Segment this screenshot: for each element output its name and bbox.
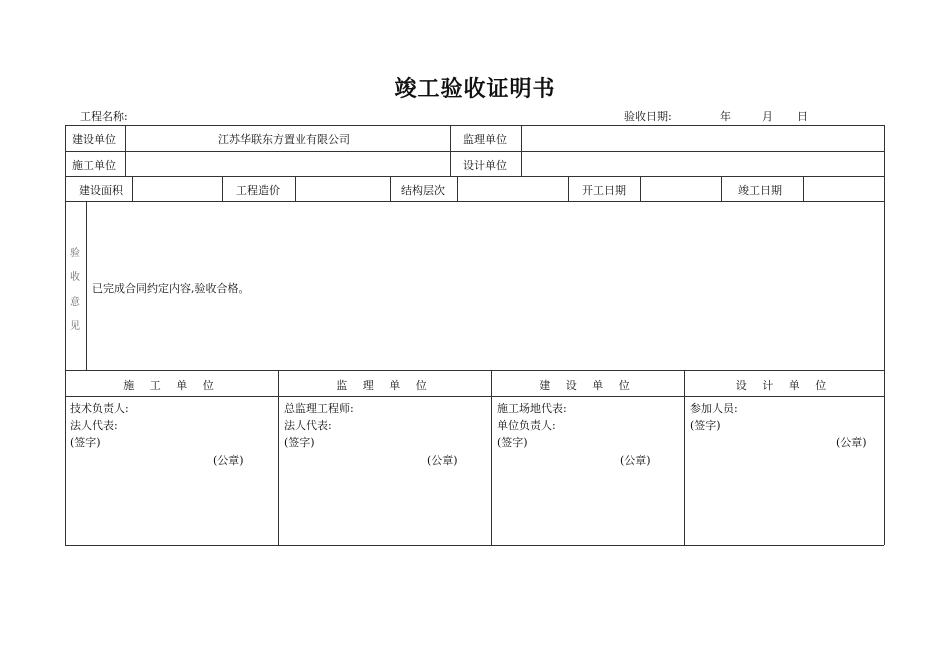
year-label: 年 [720, 110, 731, 123]
sign-header-design: 设 计 单 位 [735, 379, 833, 392]
sign-header-construction: 建 设 单 位 [539, 379, 636, 392]
signature-note: (签字) [70, 436, 101, 449]
site-rep-label: 施工场地代表: [497, 402, 567, 415]
month-label: 月 [762, 110, 773, 123]
legal-rep-label: 法人代表: [284, 419, 332, 432]
signature-note: (签字) [690, 419, 721, 432]
construction-unit-value: 江苏华联东方置业有限公司 [218, 133, 350, 146]
seal-note: (公章) [213, 454, 244, 467]
builder-unit-label: 施工单位 [72, 159, 116, 172]
design-unit-label: 设计单位 [463, 159, 507, 172]
seal-note: (公章) [836, 436, 867, 449]
sign-header-builder: 施 工 单 位 [123, 379, 220, 392]
opinion-side-char: 意 [70, 297, 80, 308]
legal-rep-label: 法人代表: [70, 419, 118, 432]
chief-supervisor-label: 总监理工程师: [284, 402, 354, 415]
project-cost-label: 工程造价 [236, 184, 280, 197]
finish-date-label: 竣工日期 [738, 184, 782, 197]
tech-lead-label: 技术负责人: [70, 402, 129, 415]
document-title: 竣工验收证明书 [394, 76, 556, 102]
seal-note: (公章) [427, 454, 458, 467]
project-name-label: 工程名称: [80, 110, 128, 123]
signature-note: (签字) [284, 436, 315, 449]
supervision-unit-label: 监理单位 [463, 133, 507, 146]
acceptance-date-label: 验收日期: [624, 110, 672, 123]
signature-note: (签字) [497, 436, 528, 449]
structure-level-label: 结构层次 [401, 184, 445, 197]
opinion-side-char: 验 [70, 248, 80, 259]
opinion-side-char: 见 [70, 321, 80, 332]
participants-label: 参加人员: [690, 402, 738, 415]
sign-header-supervision: 监 理 单 位 [336, 379, 433, 392]
seal-note: (公章) [620, 454, 651, 467]
construction-unit-label: 建设单位 [72, 133, 116, 146]
start-date-label: 开工日期 [582, 184, 626, 197]
building-area-label: 建设面积 [79, 184, 123, 197]
unit-head-label: 单位负责人: [497, 419, 556, 432]
day-label: 日 [797, 110, 808, 123]
opinion-side-char: 收 [70, 272, 80, 283]
acceptance-opinion-text: 已完成合同约定内容,验收合格。 [92, 282, 250, 295]
